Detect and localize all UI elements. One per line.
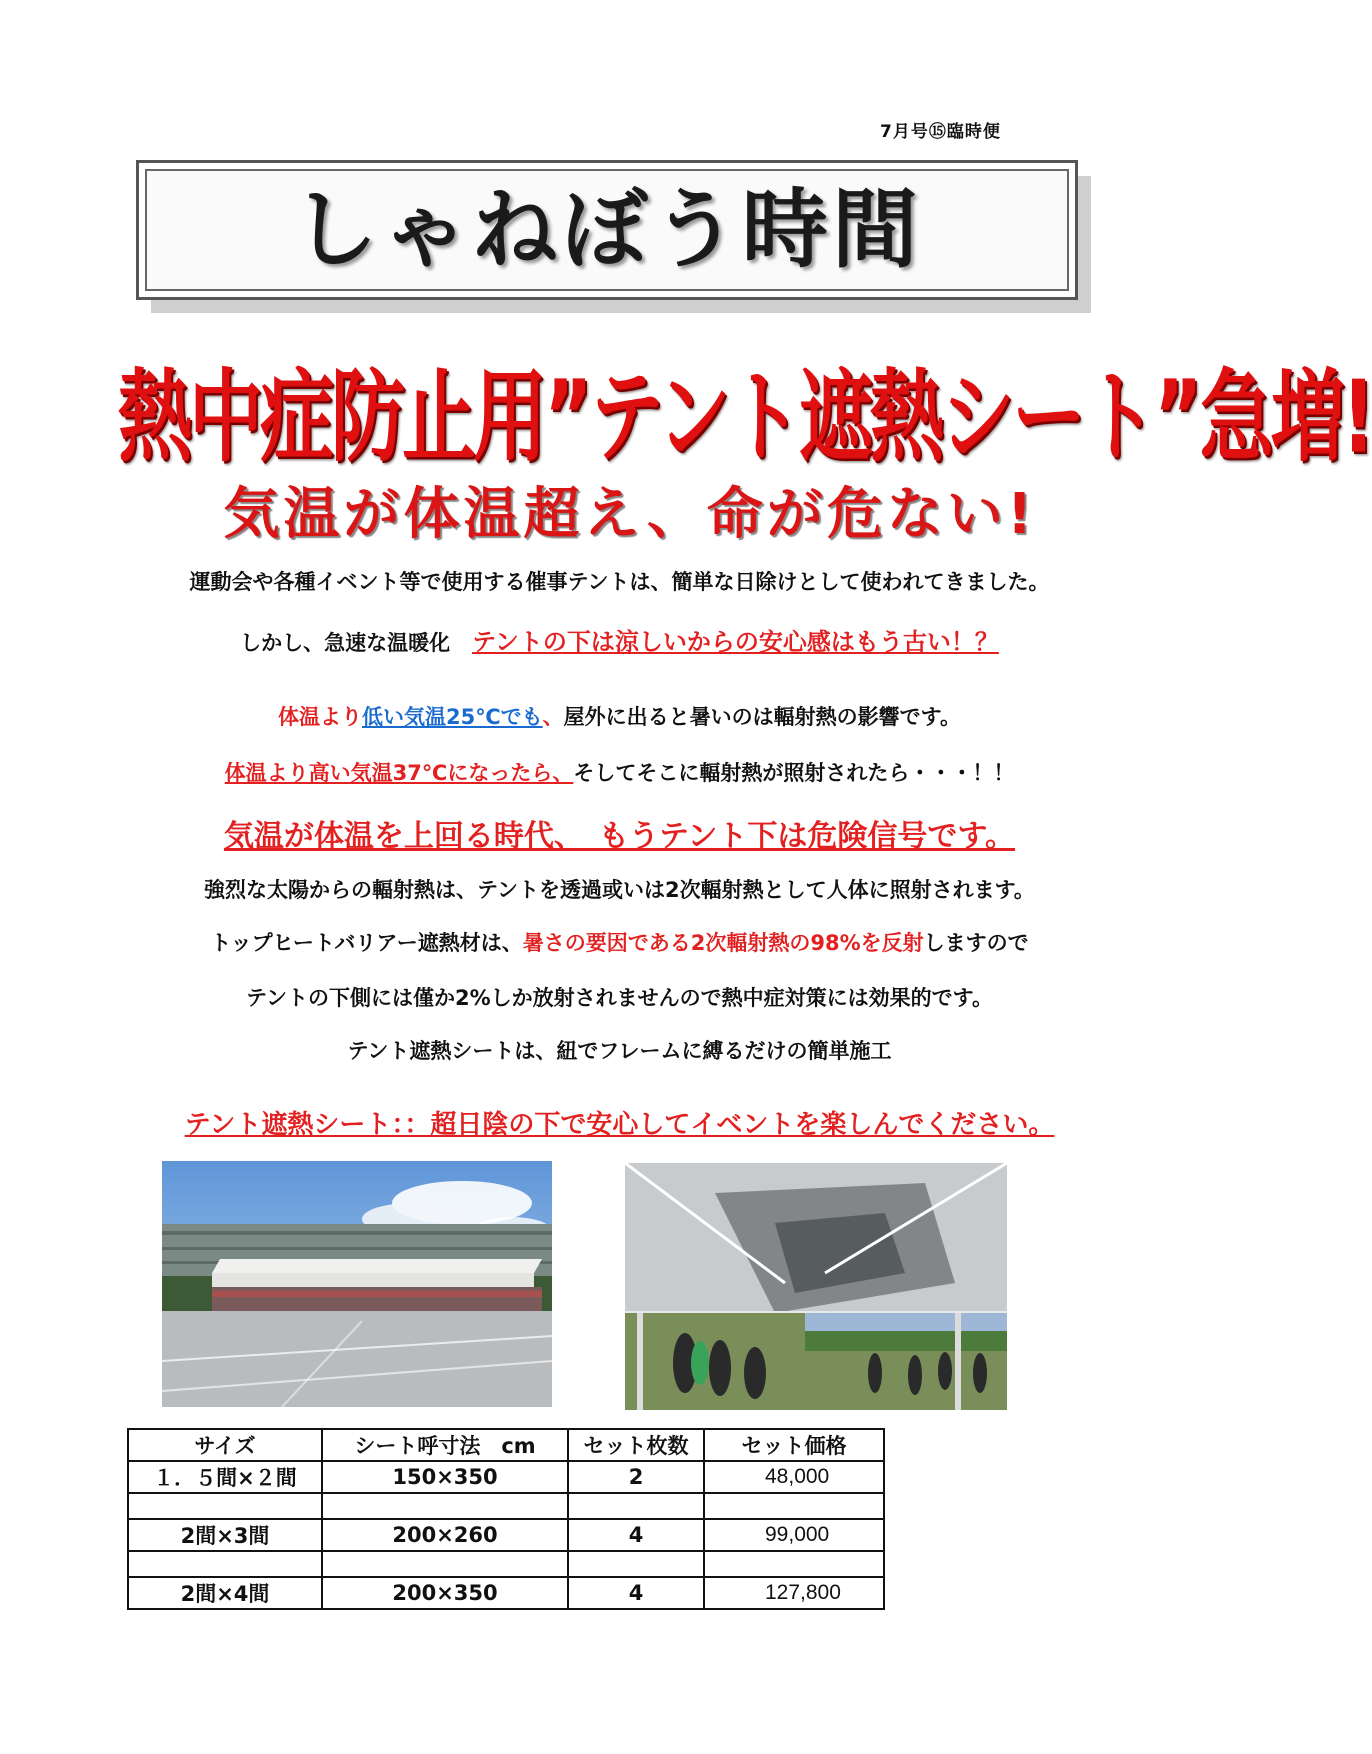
newsletter-title: しゃねぼう時間 <box>292 180 922 280</box>
body-line-3-c: 、 <box>542 705 564 729</box>
table-row <box>128 1461 884 1493</box>
body-line-7-a: トップヒートバリアー遮熱材は、 <box>210 931 523 955</box>
price-table <box>127 1428 885 1610</box>
header-sheet-dimensions: シート呼寸法 cm <box>322 1429 568 1461</box>
under-tent-photo <box>625 1163 1007 1410</box>
table-row <box>128 1519 884 1551</box>
cell-dimensions: 150×350 <box>322 1461 568 1493</box>
cell-count: 2 <box>568 1461 704 1493</box>
cell-price: 127,800 <box>704 1577 884 1609</box>
body-line-1: 運動会や各種イベント等で使用する催事テントは、簡単な日除けとして使われてきました。 <box>189 570 1050 594</box>
table-spacer-row <box>128 1493 884 1519</box>
body-line-4-b: そしてそこに輻射熱が照射されたら・・・！！ <box>573 761 1015 785</box>
body-line-6: 強烈な太陽からの輻射熱は、テントを透過或いは2次輻射熱として人体に照射されます。 <box>204 878 1035 902</box>
body-line-9: テント遮熱シートは、紐でフレームに縛るだけの簡単施工 <box>347 1039 892 1063</box>
body-line-5: 気温が体温を上回る時代、 もうテント下は危険信号です。 <box>223 819 1016 854</box>
body-line-3 <box>0 701 1239 731</box>
cell-price: 99,000 <box>704 1519 884 1551</box>
cell-size: 2間×4間 <box>128 1577 322 1609</box>
body-line-7-c: しますので <box>923 931 1029 955</box>
cell-price: 48,000 <box>704 1461 884 1493</box>
body-line-7 <box>0 927 1239 957</box>
cell-count: 4 <box>568 1519 704 1551</box>
body-line-4 <box>0 757 1239 787</box>
body-line-8: テントの下側には僅か2%しか放射されませんので熱中症対策には効果的です。 <box>246 986 993 1010</box>
table-row <box>128 1577 884 1609</box>
body-line-3-a: 体温より <box>278 705 362 729</box>
body-line-2 <box>0 622 1239 657</box>
body-line-4-a: 体温より高い気温37℃になったら、 <box>224 761 574 785</box>
event-tent-photo <box>162 1161 552 1407</box>
body-line-2-intro: しかし、急速な温暖化 <box>240 631 451 655</box>
body-line-7-b: 暑さの要因である2次輻射熱の98%を反射 <box>522 931 924 955</box>
cell-size: １．５間×２間 <box>128 1461 322 1493</box>
body-line-2-emphasis: テントの下は涼しいからの安心感はもう古い！？ <box>472 628 999 656</box>
header-size: サイズ <box>128 1429 322 1461</box>
cell-dimensions: 200×260 <box>322 1519 568 1551</box>
table-header-row <box>128 1429 884 1461</box>
subheadline: 気温が体温超え、命が危ない! <box>223 482 1037 547</box>
header-set-count: セット枚数 <box>568 1429 704 1461</box>
header-set-price: セット価格 <box>704 1429 884 1461</box>
cell-size: 2間×3間 <box>128 1519 322 1551</box>
body-line-3-d: 屋外に出ると暑いのは輻射熱の影響です。 <box>563 705 961 729</box>
issue-label: 7月号⑮臨時便 <box>880 122 1001 142</box>
cell-dimensions: 200×350 <box>322 1577 568 1609</box>
headline: 熱中症防止用”テント遮熱シート”急増! <box>118 359 1372 476</box>
table-spacer-row <box>128 1551 884 1577</box>
cell-count: 4 <box>568 1577 704 1609</box>
body-line-3-b: 低い気温25℃でも <box>362 705 543 729</box>
body-line-10: テント遮熱シート：：超日陰の下で安心してイベントを楽しんでください。 <box>184 1110 1055 1140</box>
